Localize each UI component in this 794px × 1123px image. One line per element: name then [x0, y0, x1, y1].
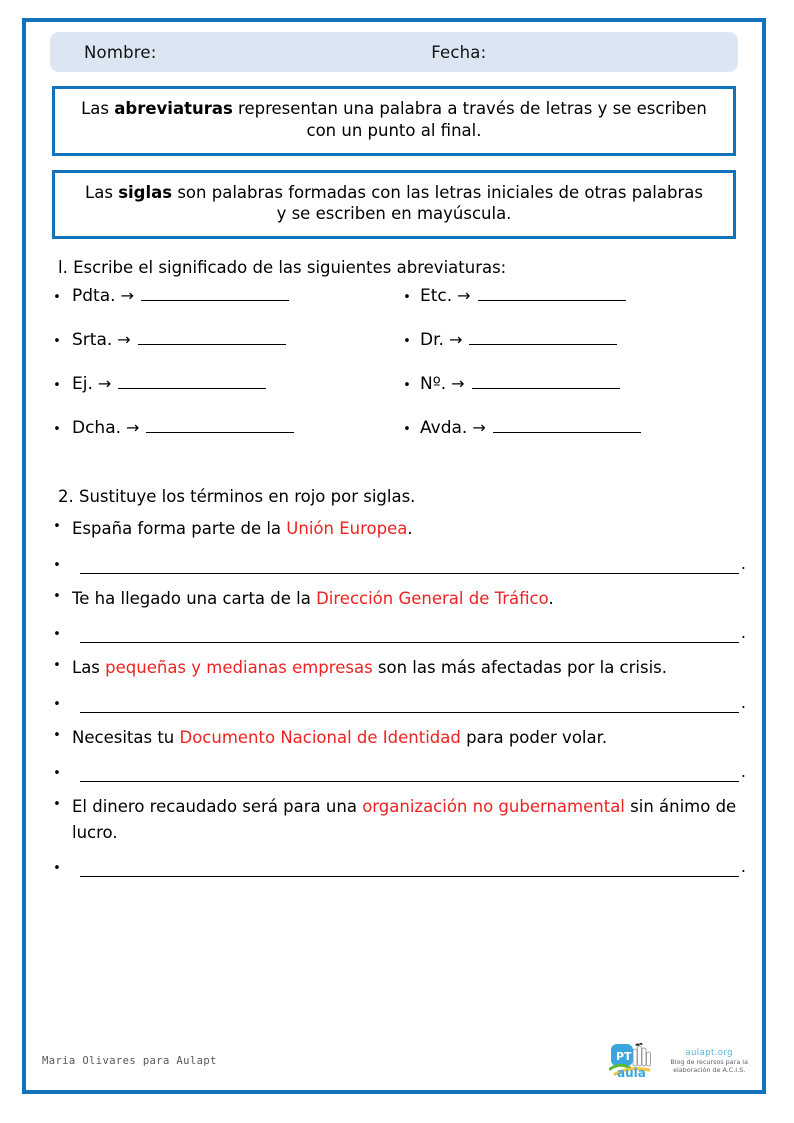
- arrow-right-icon: →: [120, 285, 134, 305]
- exercise-2-title: 2. Sustituye los términos en rojo por siglas.: [58, 487, 416, 507]
- abbrev-item-etc: [394, 285, 746, 329]
- sentence-before: El dinero recaudado será para una: [72, 797, 363, 817]
- abbrev-item-dr: [394, 329, 746, 373]
- arrow-right-icon: →: [448, 329, 463, 349]
- abbrev-item-pdta: [42, 285, 394, 329]
- abbrev-label: Etc.: [420, 285, 453, 306]
- abbrev-label: Pdta.: [72, 285, 116, 306]
- answer-period: .: [740, 857, 746, 877]
- abbrev-label: Ej.: [72, 373, 93, 394]
- abbrev-label: Dr.: [420, 329, 444, 350]
- definition-2-term: siglas: [118, 182, 173, 202]
- pt-aula-logo-icon: [609, 1041, 665, 1081]
- answer-period: .: [740, 623, 746, 643]
- abbrev-label: Srta.: [72, 329, 113, 350]
- worksheet-page: [22, 18, 766, 1094]
- answer-blank-dcha[interactable]: [146, 417, 294, 432]
- arrow-right-icon: →: [457, 285, 471, 305]
- sentence-block-ong: [42, 794, 746, 877]
- answer-period: .: [740, 692, 746, 712]
- sentence-after: son las más afectadas por la crisis.: [372, 658, 668, 678]
- answer-row: [42, 625, 746, 643]
- answer-blank-pdta[interactable]: [141, 285, 289, 300]
- sentence-text: [72, 794, 746, 845]
- exercise-1-title: l. Escribe el significado de las siguientes abreviaturas:: [58, 258, 507, 278]
- bullet-icon: •: [53, 333, 61, 349]
- answer-period: .: [740, 762, 746, 782]
- sentence-block-pymes: [42, 655, 746, 713]
- logo-tagline-line-2: elaboración de A.C.I.S.: [673, 1066, 746, 1075]
- pt-aula-logo-svg: [609, 1041, 665, 1081]
- bullet-icon: •: [53, 658, 61, 674]
- answer-row: [42, 692, 746, 713]
- abbrev-item-srta: [42, 329, 394, 373]
- bullet-icon: •: [53, 727, 61, 743]
- bullet-icon: •: [53, 519, 61, 535]
- bullet-icon: •: [53, 557, 61, 573]
- bullet-icon: •: [53, 861, 61, 877]
- bullet-icon: •: [53, 766, 61, 782]
- name-date-bar[interactable]: [50, 32, 738, 72]
- definition-2-rest: son palabras formadas con las letras iniciales de otras palabras y se escriben en mayúscula.: [172, 182, 703, 224]
- sentence-text: [72, 586, 746, 612]
- sentence-red-term: Unión Europea: [286, 519, 408, 539]
- sentence-row: [42, 655, 746, 681]
- abbrev-label: Nº.: [420, 373, 447, 394]
- answer-blank-dr[interactable]: [469, 329, 617, 344]
- arrow-right-icon: →: [472, 417, 486, 437]
- sentence-row: [42, 516, 746, 542]
- answer-row: [42, 553, 746, 574]
- arrow-right-icon: →: [97, 373, 112, 393]
- abbrev-item-numero: [394, 373, 746, 417]
- sentence-after: .: [548, 588, 554, 608]
- bullet-icon: •: [53, 627, 61, 643]
- abbrev-label: Dcha.: [72, 417, 122, 438]
- sentence-list: [42, 516, 746, 877]
- sentence-text: [72, 516, 746, 542]
- answer-row: [42, 764, 746, 782]
- svg-text:PT: PT: [616, 1050, 632, 1063]
- sentence-red-term: Documento Nacional de Identidad: [179, 727, 461, 747]
- logo-tagline-line-1: Blog de recursos para la: [670, 1058, 748, 1067]
- logo-tagline: [670, 1048, 748, 1075]
- arrow-right-icon: →: [451, 373, 465, 393]
- answer-blank-etc[interactable]: [478, 285, 626, 300]
- abbrev-label: Avda.: [420, 417, 468, 438]
- arrow-right-icon: →: [117, 329, 131, 349]
- definition-2-lead: Las: [85, 182, 119, 202]
- definition-box-abreviaturas: [52, 86, 736, 156]
- sentence-row: [42, 725, 746, 751]
- worksheet-footer: [26, 1032, 762, 1090]
- bullet-icon: •: [53, 588, 61, 604]
- sentence-red-term: Dirección General de Tráfico: [316, 588, 549, 608]
- sentence-row: [42, 794, 746, 845]
- definition-1-term: abreviaturas: [114, 99, 233, 118]
- bullet-icon: •: [53, 696, 61, 712]
- sentence-row: [42, 586, 746, 612]
- bullet-icon: •: [403, 333, 411, 349]
- bullet-icon: •: [53, 797, 61, 813]
- abbreviation-list: [42, 285, 746, 461]
- sentence-before: Necesitas tu: [72, 727, 180, 747]
- answer-line-4[interactable]: [80, 766, 739, 782]
- answer-period: .: [740, 553, 746, 573]
- svg-text:aula: aula: [617, 1066, 647, 1080]
- sentence-after: .: [407, 519, 413, 539]
- bullet-icon: •: [403, 421, 411, 437]
- abbrev-item-avda: [394, 417, 746, 461]
- author-credit: Maria Olivares para Aulapt: [42, 1055, 217, 1067]
- sentence-block-dgt: [42, 586, 746, 644]
- abbrev-item-dcha: [42, 417, 394, 461]
- sentence-before: Te ha llegado una carta de la: [72, 588, 317, 608]
- sentence-before: Las: [72, 658, 106, 678]
- bullet-icon: •: [53, 289, 61, 305]
- sentence-after: sin ánimo de lucro.: [72, 797, 737, 842]
- bullet-icon: •: [53, 421, 61, 437]
- name-field-label: Nombre:: [84, 42, 157, 62]
- answer-blank-ej[interactable]: [118, 373, 266, 388]
- sentence-text: [72, 725, 746, 751]
- sentence-block-dni: [42, 725, 746, 783]
- definition-1-lead: Las: [81, 99, 115, 118]
- answer-blank-avda[interactable]: [493, 417, 641, 432]
- answer-line-1[interactable]: [80, 558, 739, 574]
- answer-line-5[interactable]: [80, 861, 739, 877]
- worksheet-content: [26, 22, 762, 1032]
- bullet-icon: •: [403, 377, 411, 393]
- bullet-icon: •: [53, 377, 61, 393]
- sentence-block-union-europea: [42, 516, 746, 574]
- sentence-red-term: organización no gubernamental: [362, 797, 625, 817]
- sentence-text: [72, 655, 746, 681]
- arrow-right-icon: →: [126, 417, 140, 437]
- aulapt-logo: [609, 1041, 748, 1081]
- logo-site-url: aulapt.org: [685, 1047, 733, 1058]
- sentence-after: para poder volar.: [460, 727, 608, 747]
- sentence-before: España forma parte de la: [72, 519, 287, 539]
- answer-blank-srta[interactable]: [138, 329, 286, 344]
- answer-row: [42, 859, 746, 877]
- date-field-label: Fecha:: [431, 42, 487, 62]
- definition-box-siglas: [52, 170, 736, 240]
- answer-line-2[interactable]: [80, 627, 739, 643]
- bullet-icon: •: [403, 289, 411, 305]
- abbrev-item-ej: [42, 373, 394, 417]
- answer-blank-numero[interactable]: [472, 373, 620, 388]
- answer-line-3[interactable]: [80, 697, 739, 713]
- definition-1-rest: representan una palabra a través de letras y se escriben con un punto al final.: [232, 99, 707, 140]
- sentence-red-term: pequeñas y medianas empresas: [105, 658, 373, 678]
